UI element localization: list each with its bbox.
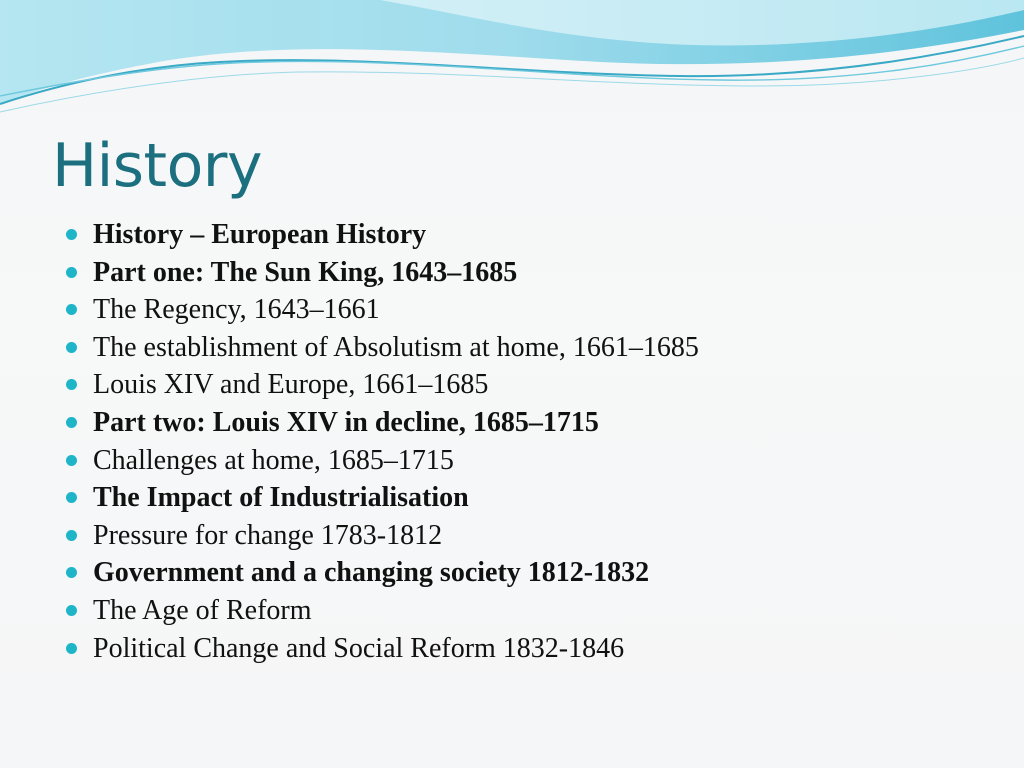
bullet-dot-icon <box>66 267 77 278</box>
bullet-item <box>66 329 996 367</box>
bullet-text: The establishment of Absolutism at home, 1661–1685 <box>93 331 699 363</box>
bullet-item <box>66 291 996 329</box>
bullet-text: Government and a changing society 1812-1832 <box>93 557 650 589</box>
bullet-text: Challenges at home, 1685–1715 <box>93 444 454 476</box>
header-wave-decoration <box>0 0 1024 140</box>
bullet-dot-icon <box>66 643 77 654</box>
bullet-dot-icon <box>66 379 77 390</box>
bullet-dot-icon <box>66 304 77 315</box>
bullet-item <box>66 366 996 404</box>
bullet-item <box>66 404 996 442</box>
bullet-text: The Age of Reform <box>93 594 312 626</box>
bullet-text: Political Change and Social Reform 1832-1846 <box>93 632 625 664</box>
bullet-dot-icon <box>66 417 77 428</box>
bullet-dot-icon <box>66 229 77 240</box>
bullet-item <box>66 479 996 517</box>
bullet-dot-icon <box>66 567 77 578</box>
bullet-item <box>66 517 996 555</box>
bullet-item <box>66 592 996 630</box>
bullet-dot-icon <box>66 492 77 503</box>
bullet-text: Louis XIV and Europe, 1661–1685 <box>93 369 489 401</box>
bullet-item <box>66 630 996 668</box>
bullet-list <box>66 216 996 667</box>
bullet-item <box>66 554 996 592</box>
bullet-text: Part one: The Sun King, 1643–1685 <box>93 256 518 288</box>
bullet-item <box>66 442 996 480</box>
slide-title: History <box>52 131 262 201</box>
bullet-dot-icon <box>66 530 77 541</box>
bullet-dot-icon <box>66 455 77 466</box>
bullet-text: Part two: Louis XIV in decline, 1685–1715 <box>93 406 599 438</box>
bullet-text: The Regency, 1643–1661 <box>93 294 380 326</box>
bullet-text: The Impact of Industrialisation <box>93 482 469 514</box>
bullet-text: History – European History <box>93 219 427 250</box>
bullet-text: Pressure for change 1783-1812 <box>93 519 443 551</box>
bullet-item <box>66 254 996 292</box>
bullet-dot-icon <box>66 605 77 616</box>
bullet-item <box>66 216 996 254</box>
bullet-dot-icon <box>66 342 77 353</box>
